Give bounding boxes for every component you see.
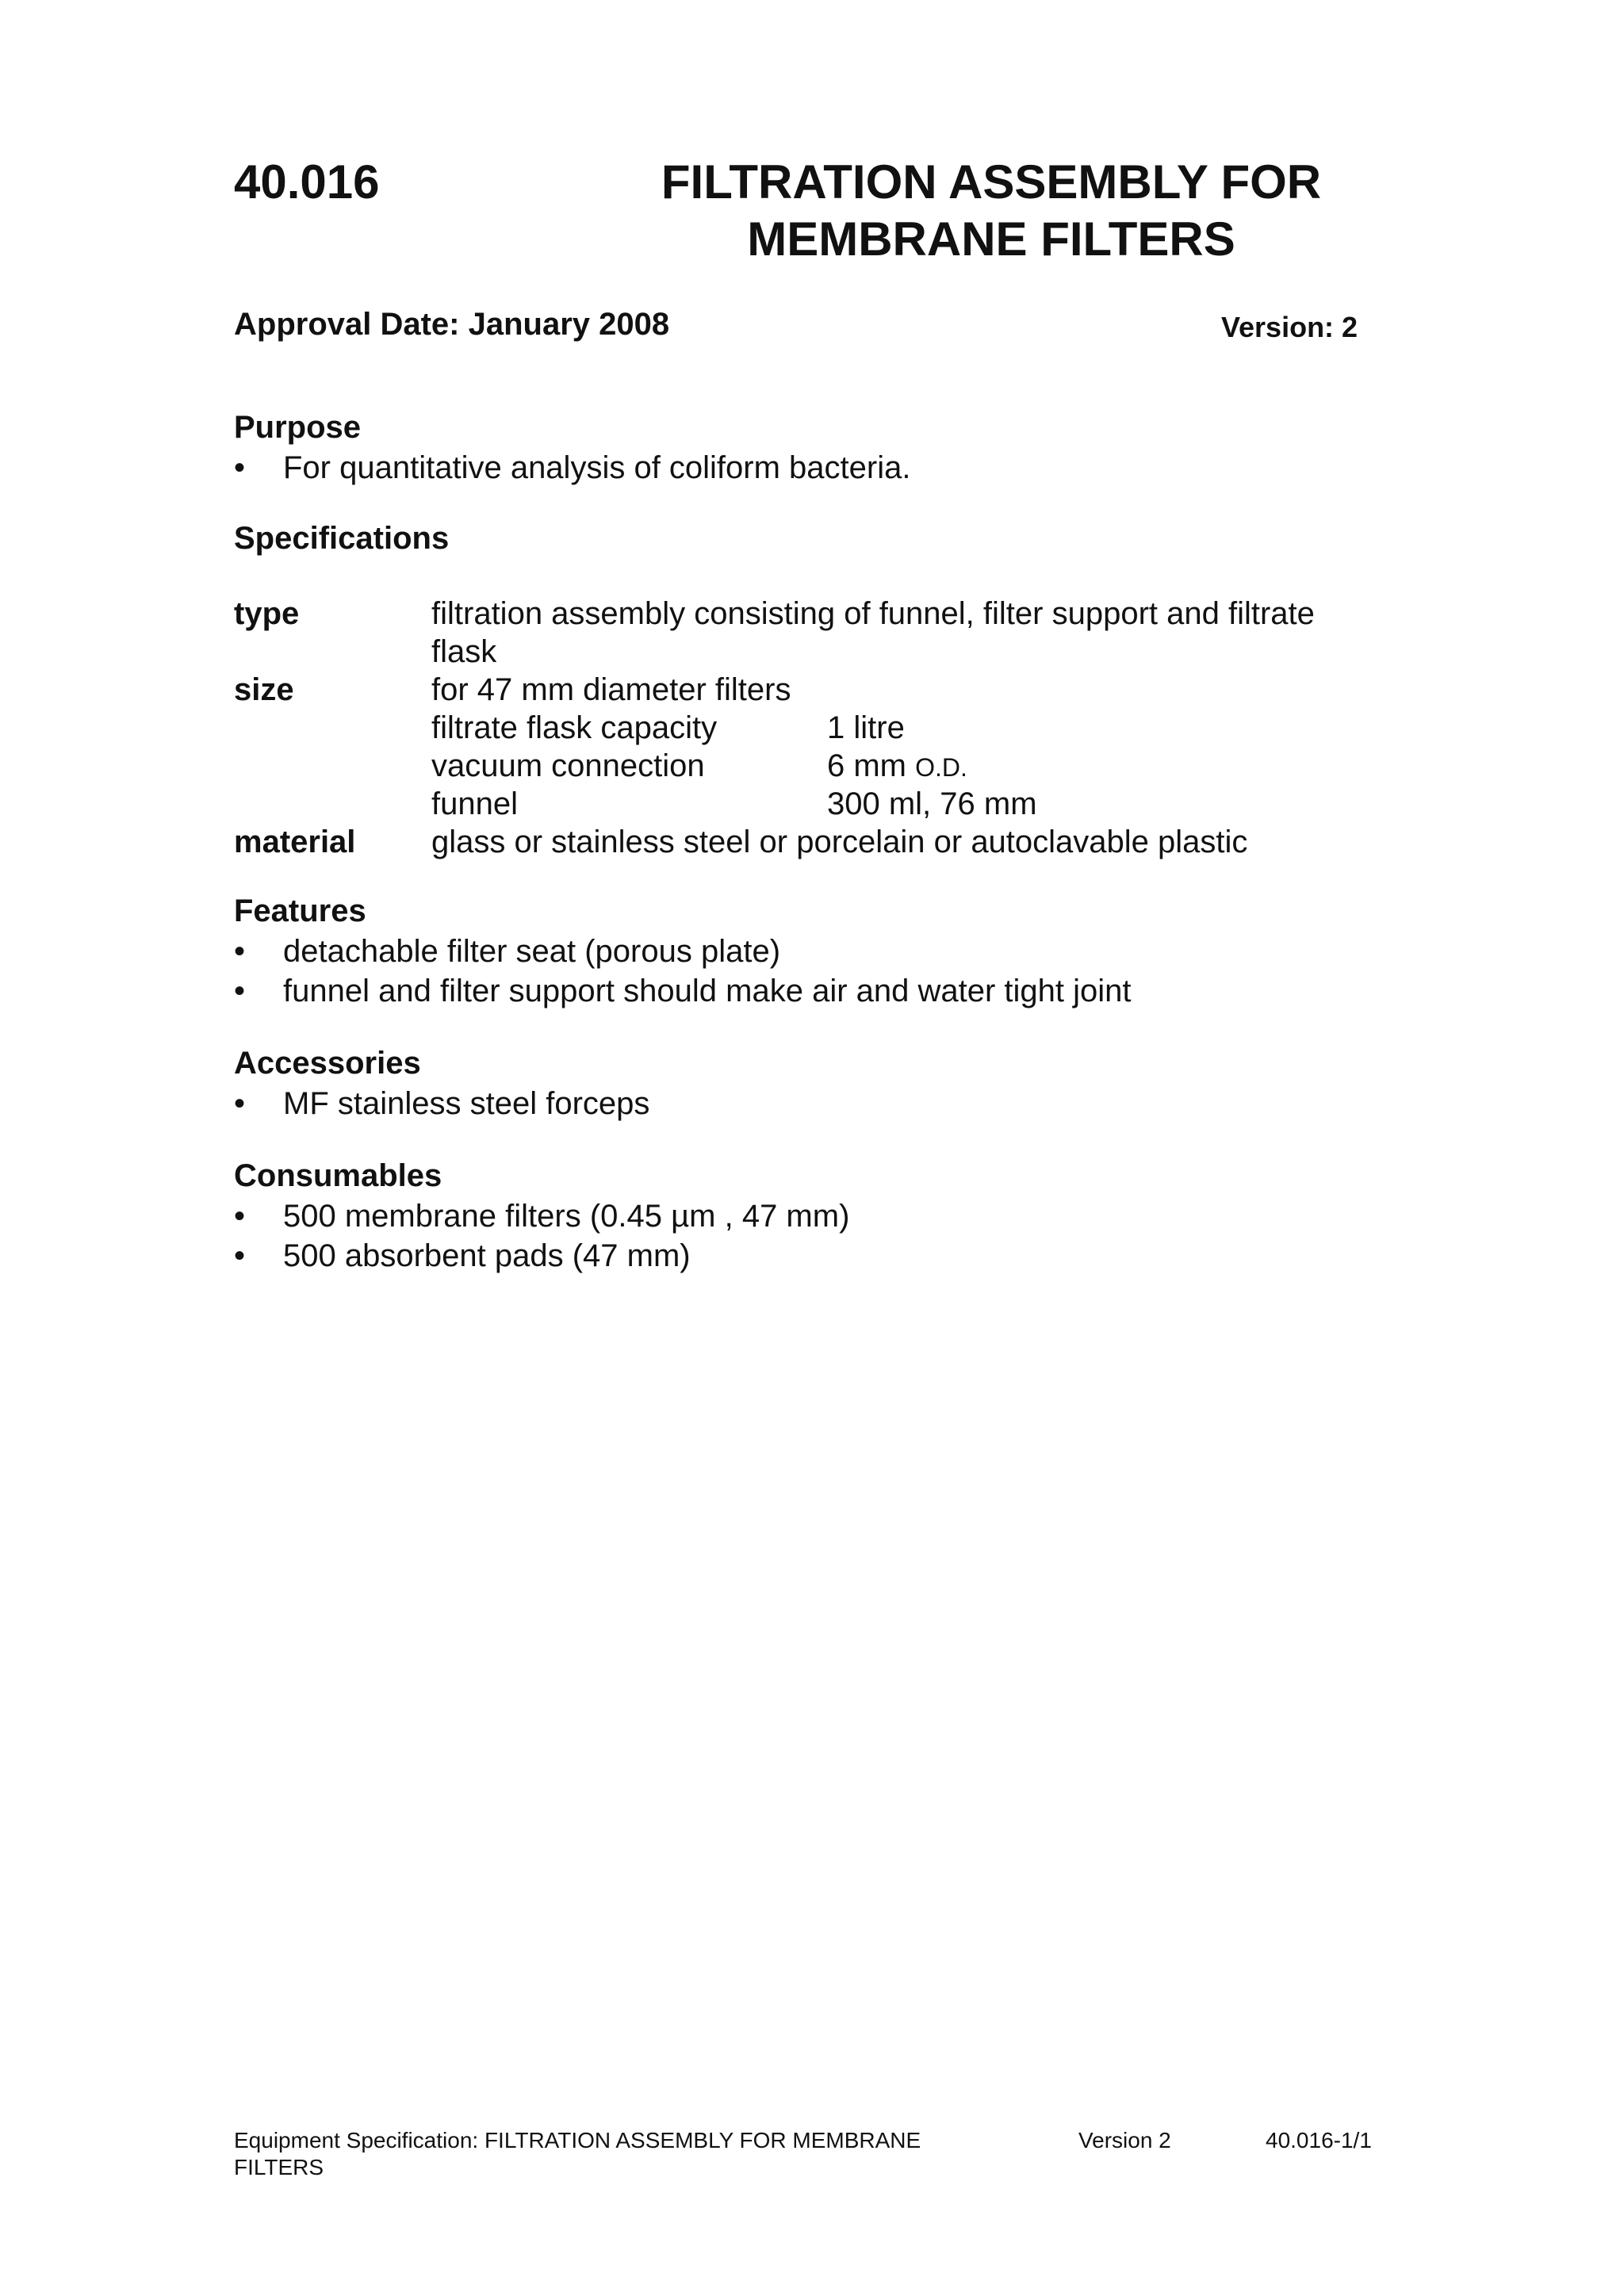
document-title	[523, 154, 1459, 268]
document-title-line-2: MEMBRANE FILTERS	[747, 212, 1235, 266]
bullet-icon: •	[234, 1086, 246, 1121]
footer-page-number: 40.016-1/1	[1266, 2128, 1372, 2152]
spec-type-value-line-1: filtration assembly consisting of funnel, filter support and filtrate	[431, 596, 1315, 631]
consumables-bullet-text: 500 membrane filters (0.45 µm , 47 mm)	[283, 1199, 850, 1234]
spec-size-row-value-suffix: O.D.	[915, 753, 967, 782]
spec-size-row-name: filtrate flask capacity	[431, 710, 718, 745]
consumables-heading: Consumables	[234, 1158, 442, 1193]
document-title-line-1: FILTRATION ASSEMBLY FOR	[661, 155, 1322, 209]
spec-size-row-value: 1 litre	[827, 710, 905, 745]
purpose-heading: Purpose	[234, 410, 362, 445]
accessories-bullet-text: MF stainless steel forceps	[283, 1086, 650, 1121]
spec-material-label: material	[234, 825, 356, 859]
spec-type-value-line-2: flask	[431, 634, 497, 669]
bullet-icon: •	[234, 1238, 246, 1273]
bullet-icon: •	[234, 934, 246, 969]
footer-version: Version 2	[1078, 2128, 1171, 2152]
spec-size-value: for 47 mm diameter filters	[431, 672, 791, 707]
bullet-icon: •	[234, 450, 246, 485]
purpose-bullet-item	[234, 449, 1423, 487]
document-number: 40.016	[234, 155, 380, 209]
accessories-bullet-item	[234, 1085, 1423, 1123]
spec-type-label: type	[234, 596, 300, 631]
specifications-heading: Specifications	[234, 521, 450, 556]
spec-material-value: glass or stainless steel or porcelain or autoclavable plastic	[431, 825, 1248, 859]
consumables-bullet-item	[234, 1237, 1423, 1275]
spec-size-row-value	[827, 747, 967, 786]
footer-title-line-1: Equipment Specification: FILTRATION ASSEMBLY FOR MEMBRANE	[234, 2128, 921, 2152]
features-bullet-item	[234, 932, 1423, 970]
bullet-icon: •	[234, 974, 246, 1008]
version-label: Version: 2	[1221, 311, 1358, 343]
bullet-icon: •	[234, 1199, 246, 1234]
features-heading: Features	[234, 894, 366, 928]
purpose-bullet-text: For quantitative analysis of coliform bacteria.	[283, 450, 911, 485]
footer-title-line-2: FILTERS	[234, 2155, 324, 2179]
consumables-bullet-item	[234, 1197, 1423, 1235]
approval-date: Approval Date: January 2008	[234, 307, 670, 342]
spec-size-label: size	[234, 672, 294, 707]
features-bullet-item	[234, 972, 1423, 1010]
spec-size-row-value-main: 6 mm	[827, 748, 906, 783]
features-bullet-text: funnel and filter support should make air and water tight joint	[283, 974, 1132, 1008]
spec-size-row-name: funnel	[431, 786, 518, 821]
spec-size-row-value: 300 ml, 76 mm	[827, 786, 1037, 821]
spec-size-row-name: vacuum connection	[431, 748, 705, 783]
accessories-heading: Accessories	[234, 1046, 421, 1081]
consumables-bullet-text: 500 absorbent pads (47 mm)	[283, 1238, 691, 1273]
features-bullet-text: detachable filter seat (porous plate)	[283, 934, 781, 969]
